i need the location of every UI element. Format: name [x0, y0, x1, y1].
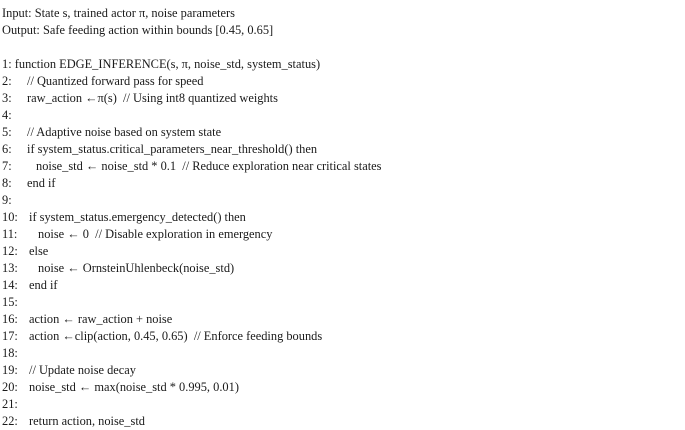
- code-line: [2, 158, 381, 175]
- line-code: // Update noise decay: [29, 363, 137, 377]
- line-code: // Quantized forward pass for speed: [27, 74, 204, 88]
- code-line: [2, 328, 322, 345]
- code-line: [2, 396, 24, 413]
- line-number: 20:: [2, 380, 18, 394]
- code-line: [2, 192, 21, 209]
- line-number: 1:: [2, 57, 12, 71]
- code-line: [2, 107, 21, 124]
- line-code: return action, noise_std: [29, 414, 145, 428]
- code-line: [2, 277, 58, 294]
- code-line: [2, 345, 24, 362]
- line-number: 19:: [2, 363, 18, 377]
- line-number: 3:: [2, 91, 12, 105]
- line-code: if system_status.emergency_detected() then: [29, 210, 246, 224]
- line-number: 22:: [2, 414, 18, 428]
- code-line: [2, 243, 48, 260]
- code-line: [2, 226, 272, 243]
- line-number: 15:: [2, 295, 18, 309]
- line-code: action ←clip(action, 0.45, 0.65) // Enforce feeding bounds: [29, 329, 323, 343]
- line-code: noise_std ← noise_std * 0.1 // Reduce exploration near critical states: [36, 159, 382, 173]
- code-line: [2, 90, 278, 107]
- code-line: [2, 294, 24, 311]
- line-number: 18:: [2, 346, 18, 360]
- line-number: 8:: [2, 176, 12, 190]
- line-code: end if: [29, 278, 58, 292]
- line-number: 12:: [2, 244, 18, 258]
- code-line: [2, 362, 136, 379]
- line-number: 11:: [2, 227, 18, 241]
- algorithm-output: Output: Safe feeding action within bounds [0.45, 0.65]: [2, 23, 274, 37]
- line-code: raw_action ←π(s) // Using int8 quantized weights: [27, 91, 278, 105]
- line-code: action ← raw_action + noise: [29, 312, 173, 326]
- code-line: [2, 56, 320, 73]
- line-code: else: [29, 244, 49, 258]
- line-code: if system_status.critical_parameters_near_threshold() then: [27, 142, 318, 156]
- line-number: 17:: [2, 329, 18, 343]
- line-number: 13:: [2, 261, 18, 275]
- code-line: [2, 379, 239, 396]
- line-code: function EDGE_INFERENCE(s, π, noise_std, system_status): [14, 57, 321, 71]
- code-line: [2, 73, 204, 90]
- code-line: [2, 311, 172, 328]
- code-line: [2, 141, 317, 158]
- line-code: end if: [27, 176, 56, 190]
- line-number: 14:: [2, 278, 18, 292]
- line-number: 4:: [2, 108, 12, 122]
- line-number: 2:: [2, 74, 12, 88]
- code-line: [2, 209, 246, 226]
- algorithm-input: Input: State s, trained actor π, noise parameters: [2, 6, 235, 20]
- line-number: 16:: [2, 312, 18, 326]
- line-number: 9:: [2, 193, 12, 207]
- line-code: noise ← OrnsteinUhlenbeck(noise_std): [38, 261, 235, 275]
- line-number: 21:: [2, 397, 18, 411]
- line-number: 10:: [2, 210, 18, 224]
- line-code: noise_std ← max(noise_std * 0.995, 0.01): [29, 380, 239, 394]
- line-code: // Adaptive noise based on system state: [27, 125, 222, 139]
- line-code: noise ← 0 // Disable exploration in emergency: [38, 227, 273, 241]
- line-number: 7:: [2, 159, 12, 173]
- line-number: 6:: [2, 142, 12, 156]
- code-line: [2, 124, 221, 141]
- code-line: [2, 260, 234, 277]
- line-number: 5:: [2, 125, 12, 139]
- code-line: [2, 175, 56, 192]
